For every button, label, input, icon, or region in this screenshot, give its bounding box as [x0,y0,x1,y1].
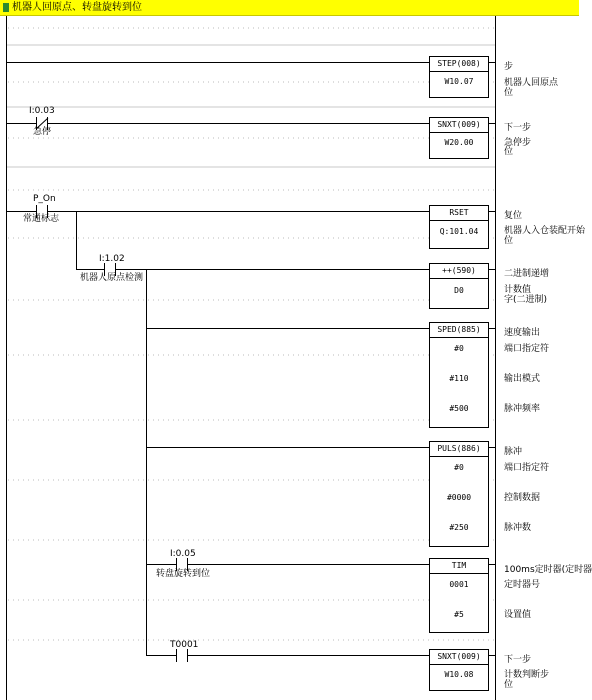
instruction-name: RSET [430,206,488,221]
contact-comment: 转盘旋转到位 [156,569,211,579]
grid-dots [8,28,495,640]
instruction-block[interactable] [429,649,489,691]
rung-separators [6,45,495,167]
instruction-name: SPED(885) [430,323,488,338]
contact-address[interactable]: I:0.03 [29,106,55,116]
instruction-comment: 计数判断步 [504,670,550,680]
instruction-operand: #5 [454,610,464,619]
instruction-comment: 端口指定符 [504,463,550,473]
instruction-comment: 字(二进制) [504,295,548,305]
instruction-operand: 0001 [449,580,469,589]
instruction-comment: 端口指定符 [504,344,550,354]
instruction-operand: W10.08 [444,670,474,679]
contact-address[interactable]: P_On [33,194,56,204]
instruction-block[interactable] [429,558,489,633]
instruction-name: PULS(886) [430,442,488,457]
instruction-comment: 机器人回原点 [504,78,559,88]
instruction-block[interactable] [429,441,489,547]
instruction-comment: 脉冲频率 [504,404,541,414]
instruction-comment: 下一步 [504,655,532,665]
instruction-name: TIM [430,559,488,574]
instruction-comment: 脉冲 [504,447,523,457]
instruction-operand: D0 [454,286,464,295]
instruction-comment: 控制数据 [504,493,541,503]
instruction-comment: 输出模式 [504,374,541,384]
contact-address[interactable]: I:1.02 [99,254,125,264]
instruction-name: ++(590) [430,264,488,279]
instruction-operand: #0000 [446,493,472,502]
instruction-operand: #250 [449,523,469,532]
contact-comment: 常通标志 [23,214,60,224]
instruction-comment: 下一步 [504,123,532,133]
instruction-operand: W20.00 [444,138,474,147]
instruction-comment: 设置值 [504,610,532,620]
instruction-operand: #0 [454,344,464,353]
instruction-name: STEP(008) [430,57,488,72]
instruction-block[interactable] [429,56,489,98]
section-header[interactable] [0,0,579,16]
instruction-block[interactable] [429,322,489,428]
instruction-operand: W10.07 [444,77,474,86]
wiring [7,63,495,656]
instruction-comment: 复位 [504,211,523,221]
instruction-comment: 速度输出 [504,328,541,338]
instruction-operand: #110 [449,374,469,383]
instruction-name: SNXT(009) [430,650,488,665]
instruction-block[interactable] [429,117,489,159]
contact-symbols [36,117,188,662]
contact-address[interactable]: T0001 [170,640,199,650]
contact-comment: 急停 [33,127,52,137]
section-title: 机器人回原点、转盘旋转到位 [12,2,142,13]
instruction-operand: Q:101.04 [439,227,479,236]
instruction-comment: 步 [504,62,514,72]
instruction-comment: 位 [504,147,514,157]
instruction-comment: 100ms定时器(定时器 [504,565,592,575]
instruction-comment: 位 [504,680,514,690]
instruction-comment: 位 [504,88,514,98]
instruction-comment: 位 [504,236,514,246]
section-marker-icon [3,3,9,12]
instruction-comment: 二进制递增 [504,269,550,279]
instruction-operand: #500 [449,404,469,413]
instruction-comment: 急停步 [504,138,532,148]
no-contact-t0001 [177,649,188,662]
instruction-name: SNXT(009) [430,118,488,133]
contact-comment: 机器人原点检测 [80,273,144,283]
instruction-comment: 脉冲数 [504,523,532,533]
contact-address[interactable]: I:0.05 [170,549,196,559]
instruction-comment: 计数值 [504,285,532,295]
instruction-comment: 机器人入仓装配开始 [504,226,586,236]
instruction-block[interactable] [429,263,489,309]
instruction-block[interactable] [429,205,489,249]
instruction-comment: 定时器号 [504,580,541,590]
instruction-operand: #0 [454,463,464,472]
